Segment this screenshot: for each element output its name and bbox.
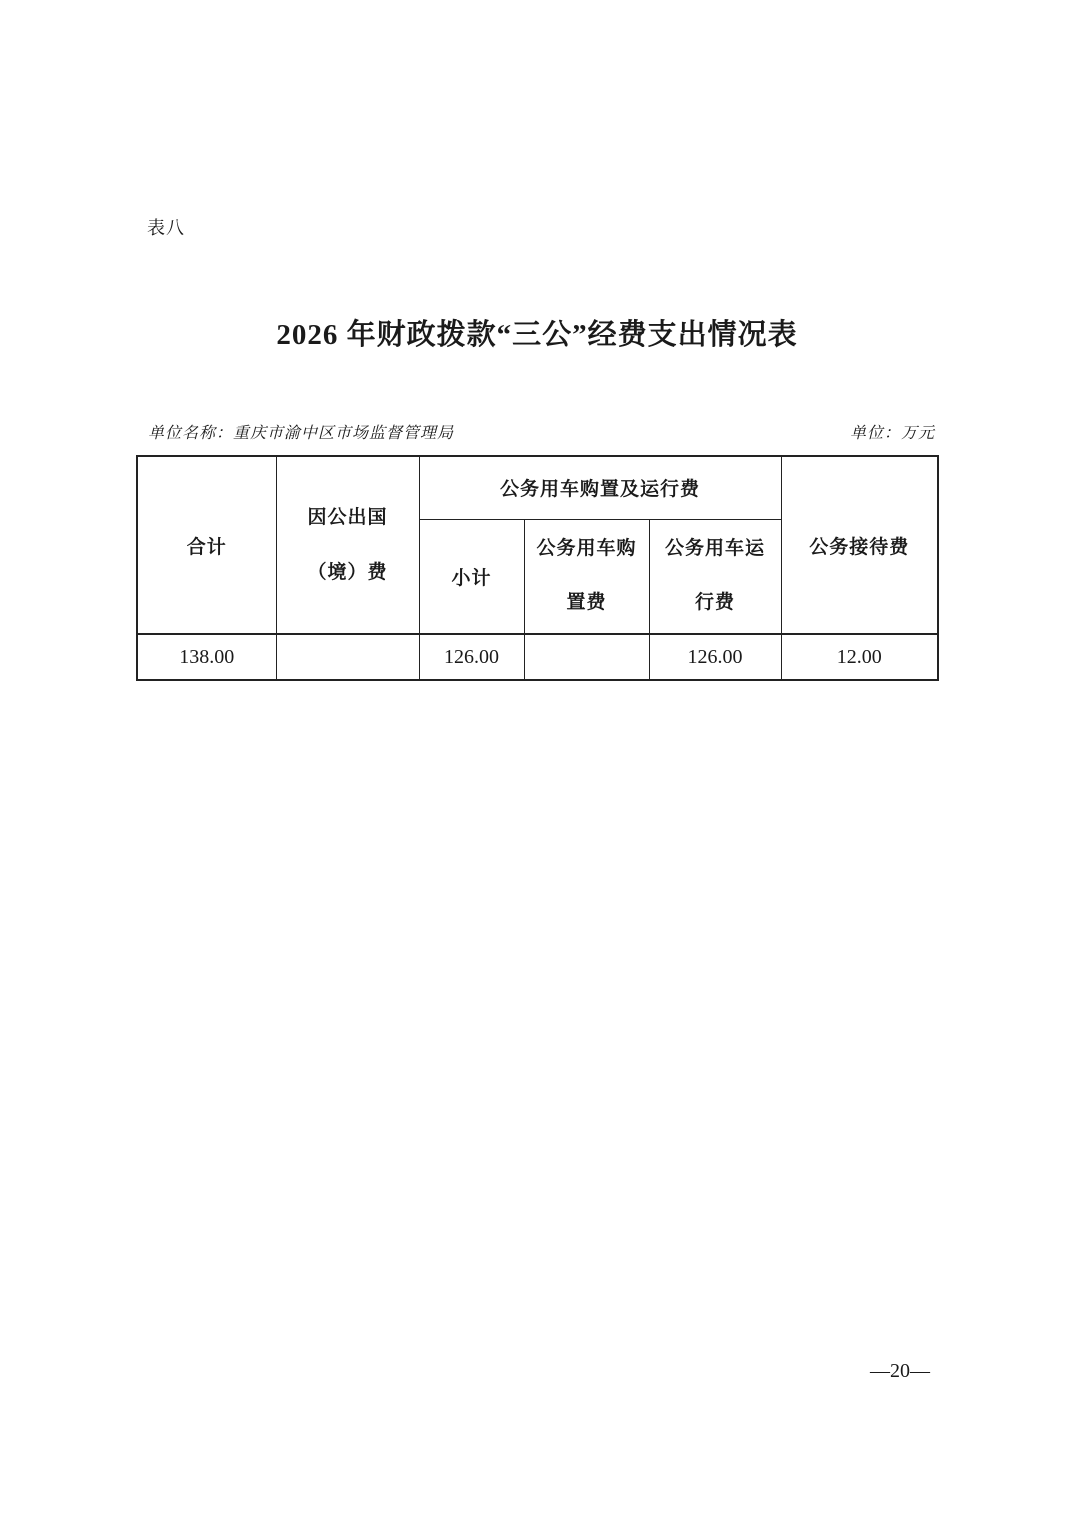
table-meta-row xyxy=(148,420,935,443)
page-title: 2026 年财政拨款“三公”经费支出情况表 xyxy=(276,319,798,351)
header-total: 合计 xyxy=(137,456,276,634)
unit-name-label: 单位名称：重庆市渝中区市场监督管理局 xyxy=(148,425,455,442)
header-abroad-line2: （境）费 xyxy=(307,562,388,583)
three-public-expense-table xyxy=(136,455,939,681)
table-index-label: 表八 xyxy=(147,218,185,238)
header-vehicle-subtotal: 小计 xyxy=(419,519,524,634)
header-abroad xyxy=(276,456,419,634)
cell-total: 138.00 xyxy=(137,634,276,680)
page-number: —20— xyxy=(870,1360,930,1382)
cell-abroad xyxy=(276,634,419,680)
header-vehicle-purchase-line2: 置费 xyxy=(566,592,607,614)
header-row-1 xyxy=(137,456,938,519)
cell-vehicle-operation: 126.00 xyxy=(649,634,781,680)
header-vehicle-operation-line1: 公务用车运 xyxy=(665,538,766,560)
cell-reception: 12.00 xyxy=(781,634,938,680)
header-abroad-line1: 因公出国 xyxy=(307,507,388,528)
header-reception: 公务接待费 xyxy=(781,456,938,634)
header-vehicle-purchase xyxy=(524,519,649,634)
header-vehicle-group: 公务用车购置及运行费 xyxy=(419,456,781,519)
currency-unit-label: 单位：万元 xyxy=(849,425,935,442)
header-vehicle-operation xyxy=(649,519,781,634)
header-vehicle-operation-line2: 行费 xyxy=(695,592,736,614)
header-vehicle-purchase-line1: 公务用车购 xyxy=(536,538,637,560)
cell-vehicle-subtotal: 126.00 xyxy=(419,634,524,680)
data-row xyxy=(137,634,938,680)
cell-vehicle-purchase xyxy=(524,634,649,680)
